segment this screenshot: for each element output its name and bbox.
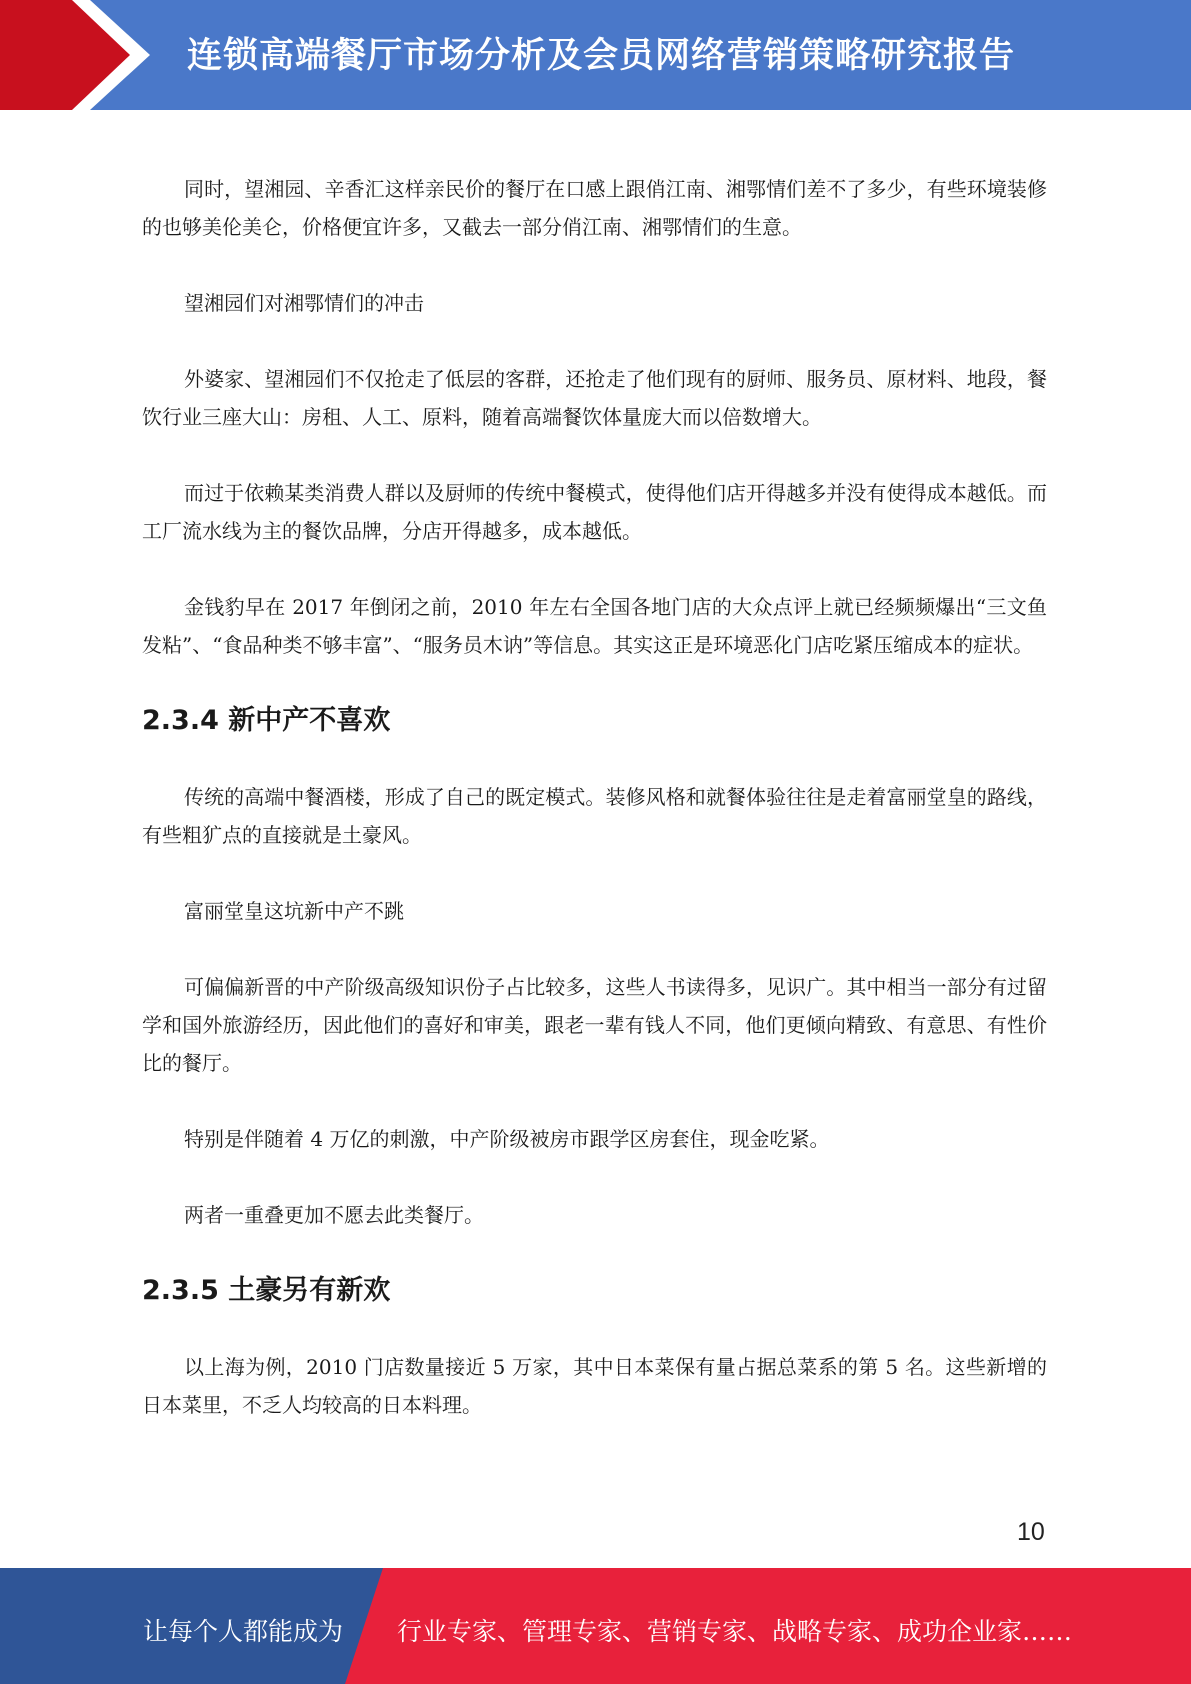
header-banner: [0, 0, 1191, 110]
paragraph: 同时，望湘园、辛香汇这样亲民价的餐厅在口感上跟俏江南、湘鄂情们差不了多少，有些环境装修的也够美伦美仑，价格便宜许多，又截去一部分俏江南、湘鄂情们的生意。: [142, 177, 1047, 239]
document-body: [142, 170, 1047, 1424]
page-number: 10: [1017, 1518, 1045, 1546]
header-arrow-decoration: [0, 0, 150, 110]
subheading-paragraph: 富丽堂皇这坑新中产不跳: [184, 899, 404, 923]
paragraph: 金钱豹早在 2017 年倒闭之前，2010 年左右全国各地门店的大众点评上就已经频频爆出“三文鱼发粘”、“食品种类不够丰富”、“服务员木讷”等信息。其实这正是环境恶化门店吃紧压缩成本的症状。: [142, 595, 1047, 657]
document-title: 连锁高端餐厅市场分析及会员网络营销策略研究报告: [187, 36, 1016, 76]
paragraph: 而过于依赖某类消费人群以及厨师的传统中餐模式，使得他们店开得越多并没有使得成本越低。而工厂流水线为主的餐饮品牌，分店开得越多，成本越低。: [142, 481, 1047, 543]
section-heading: 2.3.5 土豪另有新欢: [142, 1275, 391, 1306]
subheading-paragraph: 望湘园们对湘鄂情们的冲击: [184, 291, 424, 315]
footer-banner: [0, 1568, 1191, 1684]
section-heading: 2.3.4 新中产不喜欢: [142, 705, 391, 736]
paragraph: 外婆家、望湘园们不仅抢走了低层的客群，还抢走了他们现有的厨师、服务员、原材料、地段，餐饮行业三座大山：房租、人工、原料，随着高端餐饮体量庞大而以倍数增大。: [142, 367, 1047, 429]
paragraph: 可偏偏新晋的中产阶级高级知识份子占比较多，这些人书读得多，见识广。其中相当一部分有过留学和国外旅游经历，因此他们的喜好和审美，跟老一辈有钱人不同，他们更倾向精致、有意思、有性价比的餐厅。: [142, 975, 1047, 1075]
footer-slogan-right: 行业专家、管理专家、营销专家、战略专家、成功企业家……: [397, 1617, 1073, 1646]
paragraph: 以上海为例，2010 门店数量接近 5 万家，其中日本菜保有量占据总菜系的第 5 名。这些新增的日本菜里，不乏人均较高的日本料理。: [142, 1355, 1047, 1417]
paragraph: 两者一重叠更加不愿去此类餐厅。: [184, 1203, 484, 1227]
paragraph: 传统的高端中餐酒楼，形成了自己的既定模式。装修风格和就餐体验往往是走着富丽堂皇的路线，有些粗犷点的直接就是土豪风。: [142, 785, 1047, 847]
footer-slogan-left: 让每个人都能成为: [143, 1617, 344, 1646]
paragraph: 特别是伴随着 4 万亿的刺激，中产阶级被房市跟学区房套住，现金吃紧。: [184, 1127, 830, 1151]
